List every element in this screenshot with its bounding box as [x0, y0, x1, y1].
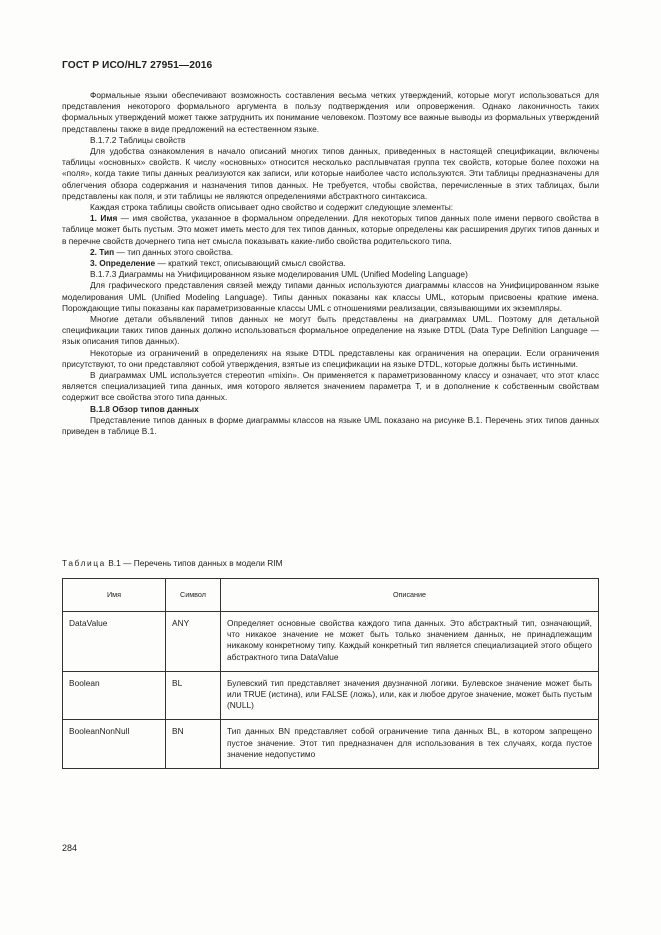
- table-row: [63, 612, 599, 672]
- page-header: ГОСТ Р ИСО/HL7 27951—2016: [62, 60, 213, 71]
- cell-name: BooleanNonNull: [63, 720, 166, 769]
- cell-name: Boolean: [63, 671, 166, 720]
- cell-description: Тип данных BN представляет собой ограничение типа данных BL, в котором запрещено пустое значение. Этот тип предназначен для использования в тех случаях, когда пустое значение недопустимо: [221, 720, 599, 769]
- list-item-text: — имя свойства, указанное в формальном определении. Для некоторых типов данных поле имени первого свойства в таблице может быть пустым. Это может иметь место для тех типов данных, которые определены как расширения других типов данных и в перечне свойств дочернего типа нет смысла показывать какие-либо свойства родительского типа.: [62, 213, 599, 246]
- cell-name: DataValue: [63, 612, 166, 672]
- table-caption: [62, 558, 283, 568]
- table-caption-label: Таблица: [62, 558, 106, 568]
- list-item-term: 2. Тип: [90, 246, 115, 257]
- cell-symbol: BL: [166, 671, 221, 720]
- table-header-row: [63, 579, 599, 612]
- paragraph: Многие детали объявлений типов данных не могут быть представлены на диаграммах UML. Поэтому для детальной спецификации таких типов данных должно использоваться формальное определение на языке DTDL (Data Type Definition Language — язык описания типов данных).: [62, 314, 599, 347]
- cell-symbol: ANY: [166, 612, 221, 672]
- list-item-term: 3. Определение: [90, 258, 156, 269]
- subsection-heading: В.1.7.2 Таблицы свойств: [90, 134, 186, 145]
- table-caption-text: В.1 — Перечень типов данных в модели RIM: [105, 558, 283, 568]
- column-header-name: Имя: [63, 579, 166, 612]
- table-row: [63, 671, 599, 720]
- subsection-heading: В.1.7.3 Диаграммы на Унифицированном языке моделирования UML (Unified Modeling Language): [90, 269, 468, 280]
- paragraph: Формальные языки обеспечивают возможность составления весьма четких утверждений, которые могут использоваться для представления некоторого формального аргумента в пользу подтверждения или опровержения. Однако лаконичность таких формальных утверждений может также затруднить их понимание человеком. Поэтому все важные выводы из формальных утверждений представлены также в виде предложений на естественном языке.: [62, 90, 599, 134]
- cell-symbol: BN: [166, 720, 221, 769]
- list-item-term: 1. Имя: [90, 213, 118, 224]
- paragraph: Каждая строка таблицы свойств описывает одно свойство и содержит следующие элементы:: [90, 202, 454, 213]
- paragraph: Некоторые из ограничений в определениях на языке DTDL представлены как ограничения на операции. Если ограничения присутствуют, то они представляют собой утверждения, взятые из спецификации на языке DTDL, которые должны быть истинными.: [62, 347, 599, 369]
- column-header-symbol: Символ: [166, 579, 221, 612]
- list-item: [62, 247, 599, 258]
- body-text: [62, 90, 599, 437]
- list-item-text: — краткий текст, описывающий смысл свойства.: [155, 258, 346, 269]
- data-types-table: [62, 578, 599, 769]
- column-header-description: Описание: [221, 579, 599, 612]
- list-item-text: — тип данных этого свойства.: [114, 246, 234, 257]
- paragraph: Для удобства ознакомления в начало описаний многих типов данных, приведенных в настоящей спецификации, включены таблицы «основных» свойств. К числу «основных» относится несколько расплывчатая группа тех свойств, которые более похожи на «поля», когда такие типы данных реализуются как записи, или которые наиболее часто используются. Эти таблицы предназначены для облегчения обзора содержания и назначения типов данных. Не требуется, чтобы свойства, перечисленные в этих таблицах, были представлены как поля, и эти таблицы не являются определениями абстрактного синтаксиса.: [62, 146, 599, 201]
- table-row: [63, 720, 599, 769]
- paragraph: В диаграммах UML используется стереотип «mixin». Он применяется к параметризованному классу и означает, что этот класс является специализацией типа данных, имя которого является значением параметра T, и в дополнение к собственным свойствам содержит все свойства этого типа данных.: [62, 370, 599, 403]
- cell-description: Определяет основные свойства каждого типа данных. Это абстрактный тип, означающий, что никакое значение не может быть только значением данных, не принадлежащим никакому конкретному типу. Каждый конкретный тип является специализацией этого общего абстрактного типа DataValue: [221, 612, 599, 672]
- section-heading: В.1.8 Обзор типов данных: [90, 403, 199, 414]
- paragraph: Представление типов данных в форме диаграммы классов на языке UML показано на рисунке В.1. Перечень этих типов данных приведен в таблице В.1.: [62, 414, 599, 437]
- page-number: 284: [62, 843, 78, 853]
- list-item: [62, 213, 599, 247]
- paragraph: Для графического представления связей между типами данных используются диаграммы классов на Унифицированном языке моделирования UML (Unified Modeling Language). Типы данных показаны как классы UML, которым присвоены краткие имена. Порождающие типы показаны как параметризованные классы UML с отношениями реализации, связывающими их экземпляры.: [62, 280, 599, 313]
- cell-description: Булевский тип представляет значения двузначной логики. Булевское значение может быть или TRUE (истина), или FALSE (ложь), или, как и любое другое значение, может быть пустым (NULL): [221, 671, 599, 720]
- list-item: [62, 258, 599, 269]
